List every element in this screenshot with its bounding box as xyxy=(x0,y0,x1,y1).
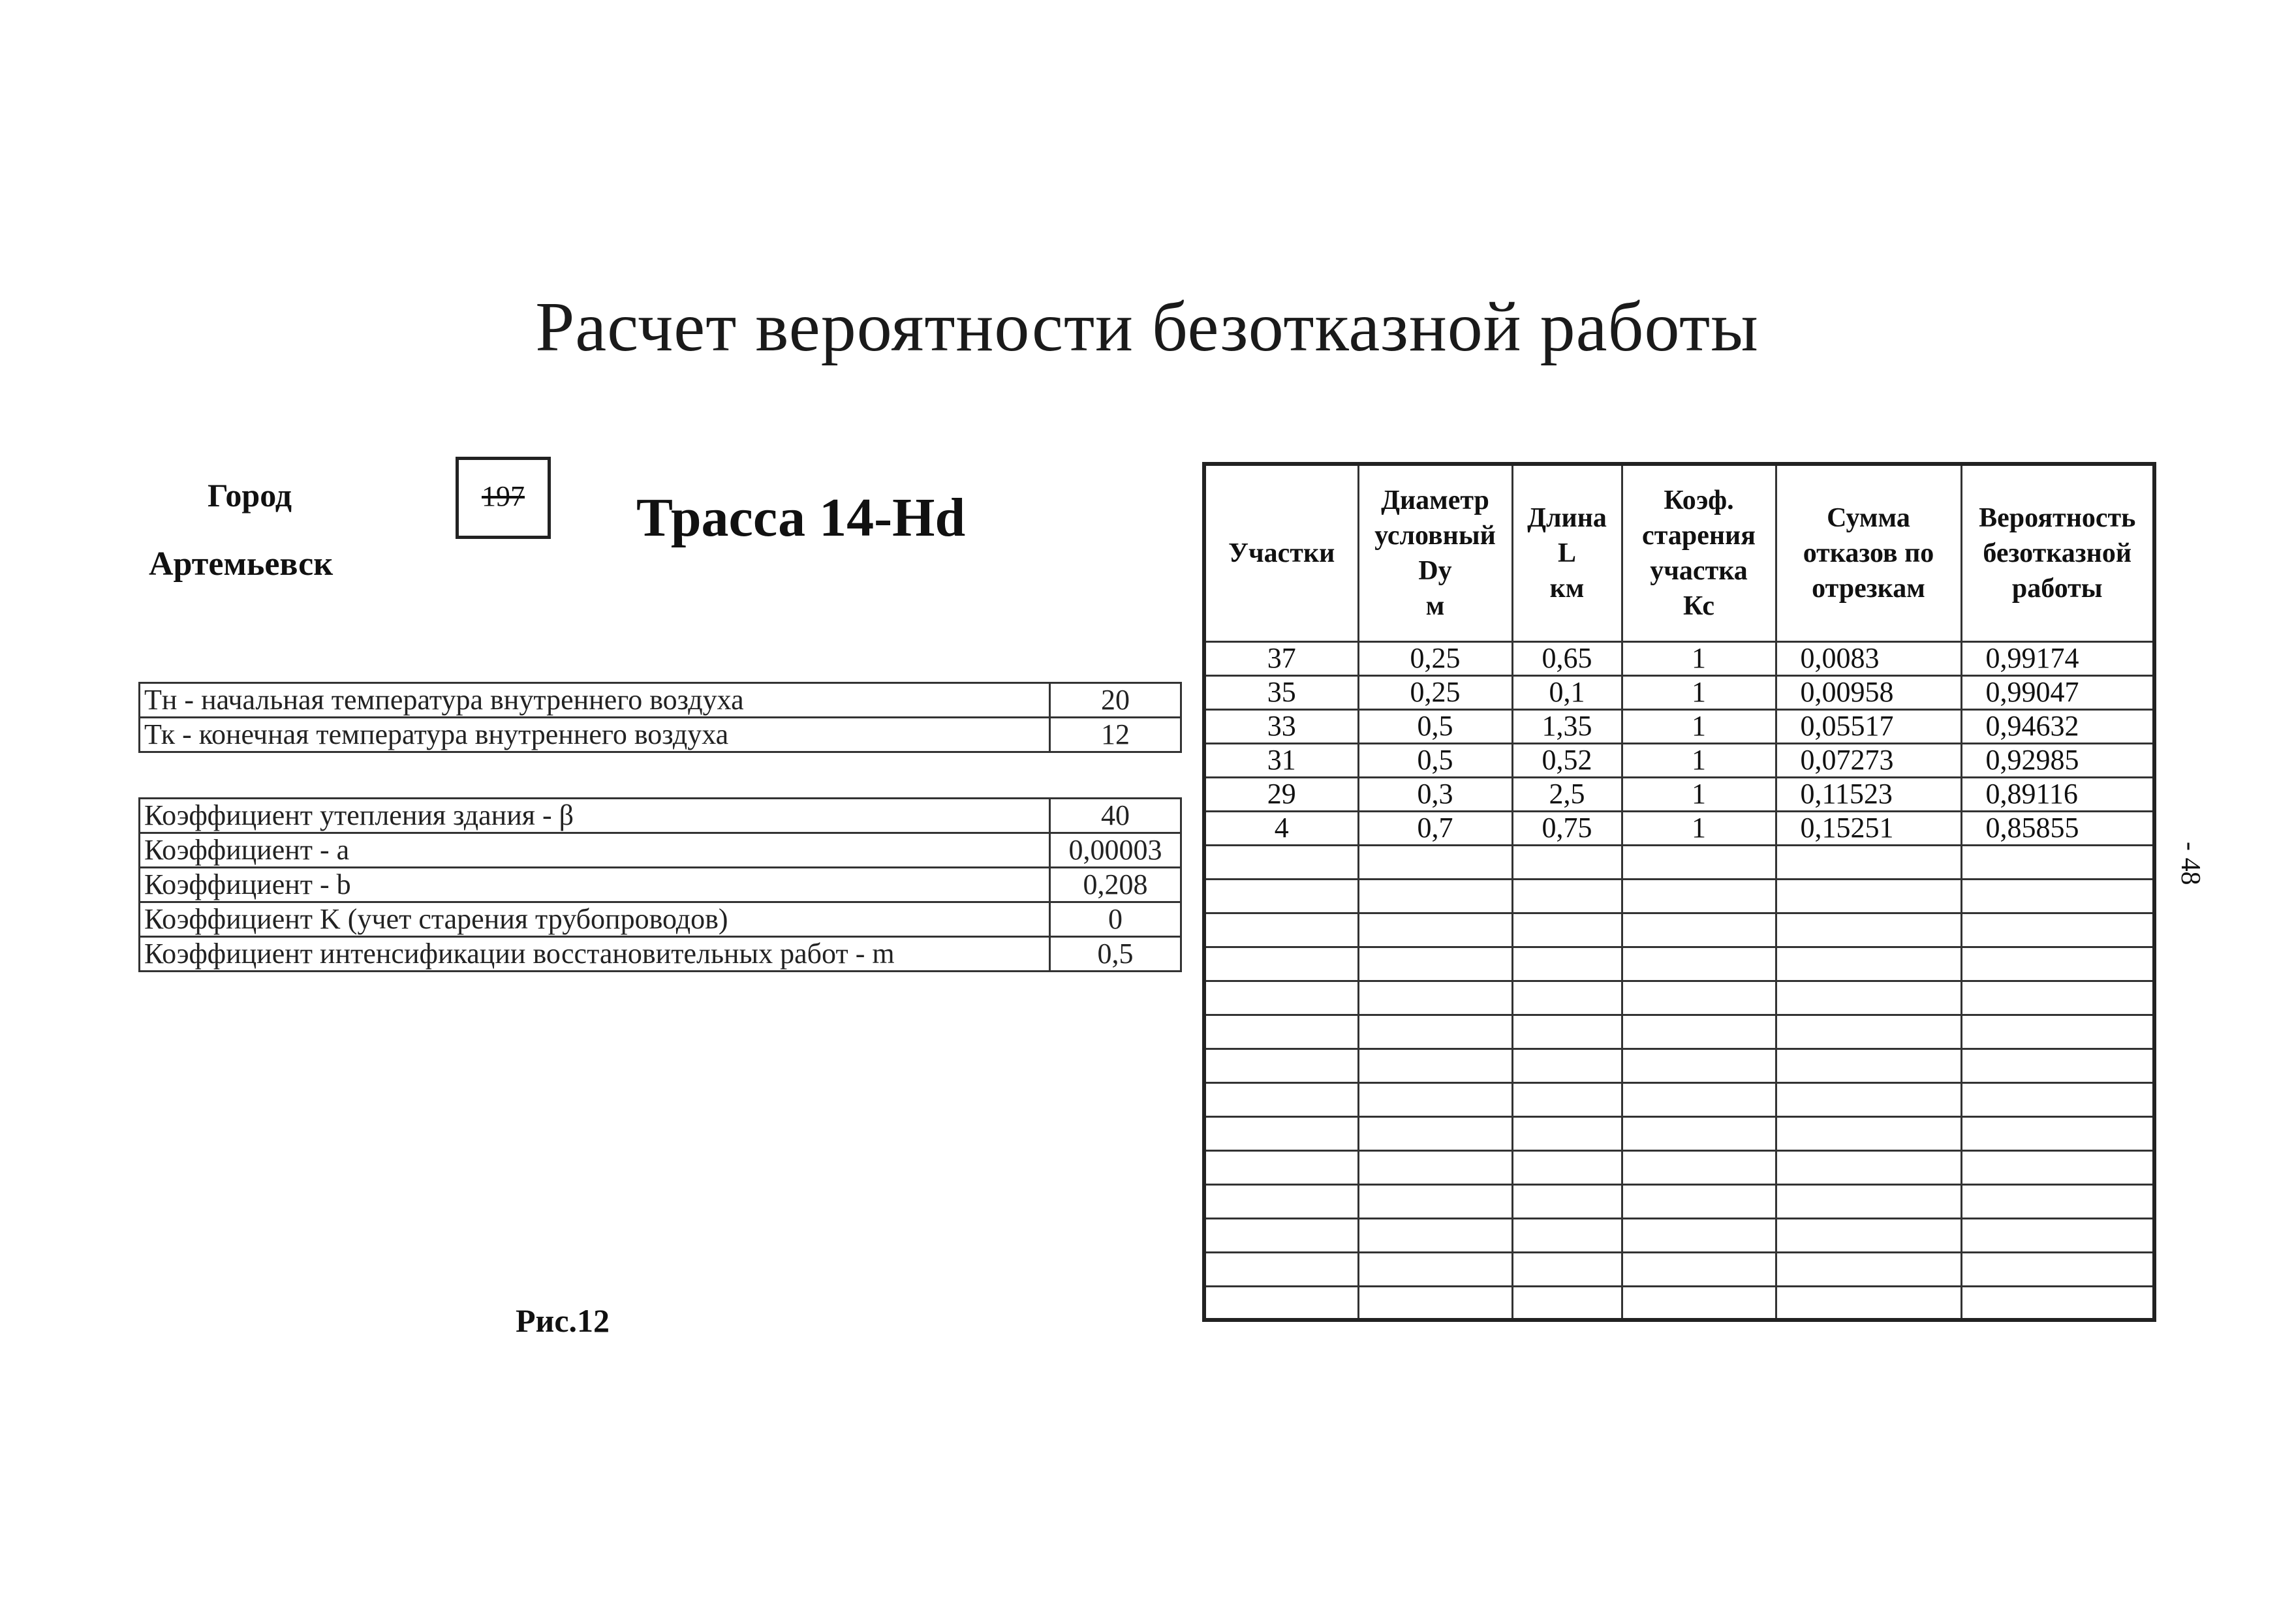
param-value: 0,208 xyxy=(1050,868,1181,902)
header-probability xyxy=(1961,464,2154,641)
param-label: Коэффициент интенсификации восстановительных работ - m xyxy=(140,937,1050,972)
empty-cell xyxy=(1512,1116,1622,1150)
empty-cell xyxy=(1358,1218,1512,1252)
empty-cell xyxy=(1961,879,2154,913)
empty-table-row xyxy=(1204,1049,2154,1082)
empty-cell xyxy=(1358,1049,1512,1082)
empty-cell xyxy=(1204,1218,1358,1252)
empty-cell xyxy=(1622,1218,1776,1252)
cell-aging: 1 xyxy=(1622,675,1776,709)
empty-cell xyxy=(1776,1116,1961,1150)
empty-cell xyxy=(1358,1015,1512,1049)
empty-cell xyxy=(1961,1184,2154,1218)
header-line: Dу xyxy=(1418,555,1452,586)
cell-probability: 0,85855 xyxy=(1961,811,2154,845)
header-line: Участки xyxy=(1228,538,1335,568)
header-line: участка xyxy=(1650,555,1748,586)
empty-cell xyxy=(1622,947,1776,981)
empty-cell xyxy=(1204,1252,1358,1286)
page-number: - 48 xyxy=(2175,842,2205,885)
empty-cell xyxy=(1358,1116,1512,1150)
cell-aging: 1 xyxy=(1622,641,1776,675)
cell-section: 33 xyxy=(1204,709,1358,743)
cell-failures: 0,11523 xyxy=(1776,777,1961,811)
empty-cell xyxy=(1358,1286,1512,1320)
table-row xyxy=(1204,777,2154,811)
empty-cell xyxy=(1512,879,1622,913)
header-line: условный xyxy=(1374,520,1496,551)
empty-table-row xyxy=(1204,845,2154,879)
table-row xyxy=(1204,743,2154,777)
empty-cell xyxy=(1204,1082,1358,1116)
cell-aging: 1 xyxy=(1622,709,1776,743)
cell-failures: 0,07273 xyxy=(1776,743,1961,777)
empty-cell xyxy=(1204,845,1358,879)
cell-diameter: 0,25 xyxy=(1358,641,1512,675)
empty-cell xyxy=(1961,1252,2154,1286)
table-row xyxy=(140,799,1181,833)
empty-cell xyxy=(1622,913,1776,947)
cell-diameter: 0,3 xyxy=(1358,777,1512,811)
cell-failures: 0,15251 xyxy=(1776,811,1961,845)
empty-cell xyxy=(1358,981,1512,1015)
header-line: L xyxy=(1557,538,1576,568)
param-label: Коэффициент K (учет старения трубопроводов) xyxy=(140,902,1050,937)
param-label: Коэффициент - b xyxy=(140,868,1050,902)
cell-probability: 0,89116 xyxy=(1961,777,2154,811)
temperature-table xyxy=(138,682,1182,753)
empty-cell xyxy=(1622,1049,1776,1082)
header-line: отказов по xyxy=(1803,538,1934,568)
figure-caption: Рис.12 xyxy=(516,1302,610,1339)
empty-cell xyxy=(1776,1049,1961,1082)
header-failures xyxy=(1776,464,1961,641)
header-line: Коэф. xyxy=(1664,485,1734,515)
empty-cell xyxy=(1512,845,1622,879)
empty-cell xyxy=(1961,1049,2154,1082)
empty-cell xyxy=(1358,845,1512,879)
empty-cell xyxy=(1776,1218,1961,1252)
empty-cell xyxy=(1961,981,2154,1015)
empty-cell xyxy=(1512,947,1622,981)
header-line: Диаметр xyxy=(1381,485,1489,515)
table-row xyxy=(140,718,1181,752)
coefficient-table xyxy=(138,797,1182,972)
table-row xyxy=(140,833,1181,868)
empty-cell xyxy=(1961,1015,2154,1049)
empty-cell xyxy=(1358,1184,1512,1218)
table-row xyxy=(140,937,1181,972)
param-value: 12 xyxy=(1050,718,1181,752)
city-name: Артемьевск xyxy=(149,545,333,583)
route-title: Трасса 14-Hd xyxy=(636,487,966,548)
header-line: м xyxy=(1425,590,1445,621)
header-line: Вероятность xyxy=(1979,502,2136,533)
empty-cell xyxy=(1204,1015,1358,1049)
empty-cell xyxy=(1776,879,1961,913)
empty-cell xyxy=(1776,981,1961,1015)
cell-length: 0,52 xyxy=(1512,743,1622,777)
empty-cell xyxy=(1776,1015,1961,1049)
header-line: Длина xyxy=(1527,502,1607,533)
empty-cell xyxy=(1622,1252,1776,1286)
empty-cell xyxy=(1512,1286,1622,1320)
cell-probability: 0,99174 xyxy=(1961,641,2154,675)
empty-cell xyxy=(1961,1218,2154,1252)
empty-cell xyxy=(1776,1252,1961,1286)
header-line: Сумма xyxy=(1827,502,1910,533)
header-line: безотказной xyxy=(1983,538,2132,568)
empty-cell xyxy=(1512,1184,1622,1218)
empty-cell xyxy=(1622,879,1776,913)
empty-cell xyxy=(1961,1116,2154,1150)
table-row xyxy=(1204,641,2154,675)
empty-cell xyxy=(1512,913,1622,947)
header-line: отрезкам xyxy=(1812,573,1925,604)
cell-aging: 1 xyxy=(1622,743,1776,777)
empty-table-row xyxy=(1204,1015,2154,1049)
empty-cell xyxy=(1358,947,1512,981)
empty-table-row xyxy=(1204,879,2154,913)
header-length xyxy=(1512,464,1622,641)
cell-probability: 0,92985 xyxy=(1961,743,2154,777)
empty-cell xyxy=(1358,913,1512,947)
empty-cell xyxy=(1961,1150,2154,1184)
empty-cell xyxy=(1512,1150,1622,1184)
empty-cell xyxy=(1204,1116,1358,1150)
empty-cell xyxy=(1204,913,1358,947)
empty-cell xyxy=(1776,1286,1961,1320)
empty-cell xyxy=(1961,845,2154,879)
param-value: 20 xyxy=(1050,683,1181,718)
empty-table-row xyxy=(1204,1286,2154,1320)
empty-cell xyxy=(1204,879,1358,913)
empty-cell xyxy=(1204,947,1358,981)
empty-cell xyxy=(1512,1015,1622,1049)
empty-cell xyxy=(1622,1150,1776,1184)
empty-cell xyxy=(1204,1184,1358,1218)
reliability-table xyxy=(1202,462,2156,1322)
page-title: Расчет вероятности безотказной работы xyxy=(535,288,1759,366)
cell-diameter: 0,7 xyxy=(1358,811,1512,845)
header-aging xyxy=(1622,464,1776,641)
table-row xyxy=(1204,709,2154,743)
cell-length: 1,35 xyxy=(1512,709,1622,743)
empty-cell xyxy=(1358,1150,1512,1184)
header-line: км xyxy=(1549,573,1585,604)
empty-table-row xyxy=(1204,913,2154,947)
param-value: 0,00003 xyxy=(1050,833,1181,868)
empty-cell xyxy=(1622,981,1776,1015)
table-header-row xyxy=(1204,464,2154,641)
empty-cell xyxy=(1204,1286,1358,1320)
empty-cell xyxy=(1358,1082,1512,1116)
empty-cell xyxy=(1512,1218,1622,1252)
empty-cell xyxy=(1961,1286,2154,1320)
empty-cell xyxy=(1776,1150,1961,1184)
table-row xyxy=(1204,811,2154,845)
empty-cell xyxy=(1512,981,1622,1015)
header-diameter xyxy=(1358,464,1512,641)
empty-table-row xyxy=(1204,1252,2154,1286)
city-label: Город xyxy=(208,477,292,513)
empty-cell xyxy=(1622,1116,1776,1150)
empty-cell xyxy=(1961,913,2154,947)
empty-cell xyxy=(1776,845,1961,879)
header-line: Кс xyxy=(1682,590,1715,621)
param-label: Коэффициент утепления здания - β xyxy=(140,799,1050,833)
param-label: Тн - начальная температура внутреннего воздуха xyxy=(140,683,1050,718)
cell-diameter: 0,5 xyxy=(1358,743,1512,777)
empty-cell xyxy=(1622,1082,1776,1116)
number-box xyxy=(456,457,551,539)
empty-cell xyxy=(1622,1286,1776,1320)
cell-diameter: 0,25 xyxy=(1358,675,1512,709)
param-value: 0,5 xyxy=(1050,937,1181,972)
empty-cell xyxy=(1512,1082,1622,1116)
empty-cell xyxy=(1776,1082,1961,1116)
cell-probability: 0,99047 xyxy=(1961,675,2154,709)
cell-aging: 1 xyxy=(1622,777,1776,811)
empty-cell xyxy=(1512,1252,1622,1286)
empty-cell xyxy=(1776,947,1961,981)
cell-failures: 0,05517 xyxy=(1776,709,1961,743)
table-row xyxy=(140,683,1181,718)
cell-length: 0,65 xyxy=(1512,641,1622,675)
param-label: Тк - конечная температура внутреннего воздуха xyxy=(140,718,1050,752)
empty-cell xyxy=(1776,1184,1961,1218)
empty-cell xyxy=(1776,913,1961,947)
header-line: старения xyxy=(1642,520,1756,551)
cell-section: 31 xyxy=(1204,743,1358,777)
empty-cell xyxy=(1358,879,1512,913)
empty-table-row xyxy=(1204,1184,2154,1218)
cell-probability: 0,94632 xyxy=(1961,709,2154,743)
header-sections xyxy=(1204,464,1358,641)
table-row xyxy=(140,902,1181,937)
empty-cell xyxy=(1204,1049,1358,1082)
empty-cell xyxy=(1961,947,2154,981)
cell-section: 37 xyxy=(1204,641,1358,675)
cell-section: 4 xyxy=(1204,811,1358,845)
param-label: Коэффициент - a xyxy=(140,833,1050,868)
cell-length: 0,75 xyxy=(1512,811,1622,845)
param-value: 40 xyxy=(1050,799,1181,833)
empty-table-row xyxy=(1204,1082,2154,1116)
param-value: 0 xyxy=(1050,902,1181,937)
empty-cell xyxy=(1622,1184,1776,1218)
number-box-value: 197 xyxy=(482,480,525,512)
table-row xyxy=(140,868,1181,902)
empty-table-row xyxy=(1204,947,2154,981)
empty-cell xyxy=(1961,1082,2154,1116)
cell-failures: 0,00958 xyxy=(1776,675,1961,709)
cell-section: 35 xyxy=(1204,675,1358,709)
cell-aging: 1 xyxy=(1622,811,1776,845)
cell-length: 0,1 xyxy=(1512,675,1622,709)
empty-cell xyxy=(1204,1150,1358,1184)
empty-table-row xyxy=(1204,981,2154,1015)
empty-cell xyxy=(1622,1015,1776,1049)
empty-cell xyxy=(1358,1252,1512,1286)
cell-diameter: 0,5 xyxy=(1358,709,1512,743)
cell-failures: 0,0083 xyxy=(1776,641,1961,675)
empty-cell xyxy=(1512,1049,1622,1082)
empty-table-row xyxy=(1204,1116,2154,1150)
empty-table-row xyxy=(1204,1218,2154,1252)
empty-cell xyxy=(1204,981,1358,1015)
table-row xyxy=(1204,675,2154,709)
cell-section: 29 xyxy=(1204,777,1358,811)
empty-table-row xyxy=(1204,1150,2154,1184)
header-line: работы xyxy=(2011,573,2103,604)
empty-cell xyxy=(1622,845,1776,879)
cell-length: 2,5 xyxy=(1512,777,1622,811)
